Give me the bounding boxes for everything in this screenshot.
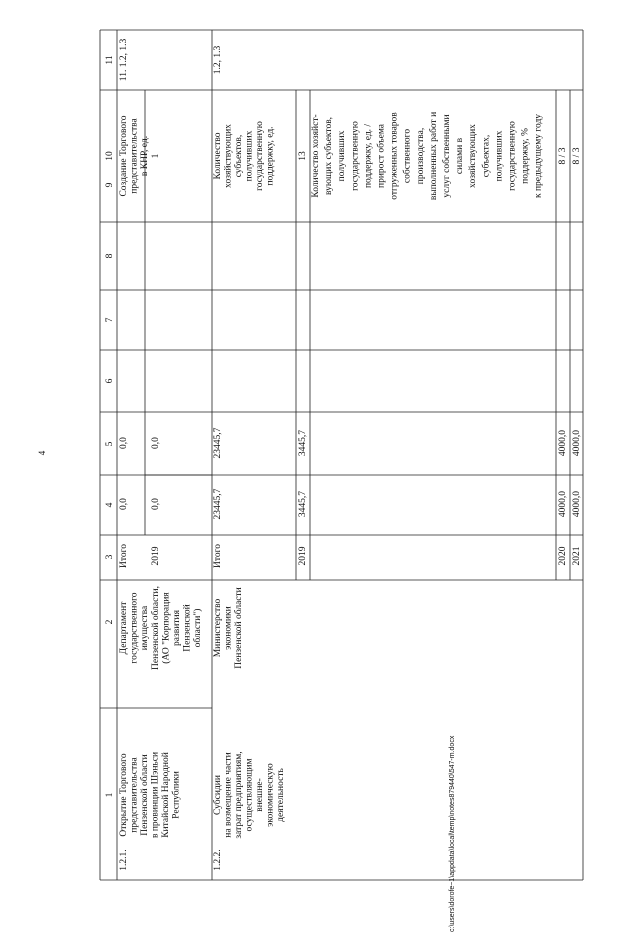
indicator-text: получивших bbox=[337, 130, 348, 182]
total-label: Итого bbox=[213, 543, 223, 569]
indicator-text: государственную bbox=[255, 121, 265, 191]
year-value: 4000,0 bbox=[558, 490, 568, 518]
indicator-text: производства, bbox=[415, 127, 426, 185]
year-value: 4000,0 bbox=[572, 490, 582, 518]
executor-name: (АО "Корпорация bbox=[161, 592, 172, 664]
total-value: 23445,7 bbox=[213, 488, 223, 520]
indicator-text: к предыдущему году bbox=[533, 113, 544, 199]
column-number-11: 11 bbox=[105, 55, 115, 65]
year-value: 0,0 bbox=[151, 498, 161, 510]
executor-name: имущества bbox=[140, 605, 150, 651]
indicator-text: Количество хозяйст- bbox=[311, 114, 321, 198]
year-value: 3445,7 bbox=[298, 429, 308, 457]
column-number-2: 2 bbox=[105, 619, 115, 625]
row-number: 1.2.2. bbox=[213, 849, 223, 871]
indicator-text: услуг собственными bbox=[442, 114, 452, 198]
executor-name: области") bbox=[193, 608, 203, 648]
row-name: представительства bbox=[129, 757, 140, 833]
column-number-8: 8 bbox=[105, 253, 115, 259]
row-number: 1.2.1. bbox=[119, 849, 129, 871]
total-value: 0,0 bbox=[119, 437, 129, 449]
indicator-text: поддержку, ед. / bbox=[363, 123, 374, 189]
column-number-3: 3 bbox=[105, 554, 115, 560]
total-label: Итого bbox=[119, 543, 129, 569]
indicator-text: Создание Торгового bbox=[119, 115, 129, 197]
row-name: Пензенской области bbox=[140, 754, 150, 836]
indicator-value: 1 bbox=[151, 153, 161, 159]
year-value: 4000,0 bbox=[572, 429, 582, 457]
indicator-text: получивших bbox=[244, 130, 255, 182]
year-label: 2021 bbox=[572, 546, 582, 566]
indicator-text: поддержку, % bbox=[520, 128, 531, 184]
row-name: на возмещение части bbox=[223, 752, 234, 838]
year-value: 0,0 bbox=[151, 437, 161, 449]
indicator-value: 8 / 3 bbox=[572, 147, 582, 165]
executor-name: государственного bbox=[129, 592, 140, 664]
indicator-text: собственного bbox=[402, 128, 413, 184]
link-text: 1.2, 1.3 bbox=[213, 45, 223, 75]
year-label: 2019 bbox=[298, 546, 308, 566]
year-label: 2020 bbox=[558, 546, 568, 566]
row-name: внешне- bbox=[255, 778, 265, 812]
page-number: 4 bbox=[37, 450, 47, 456]
indicator-text: прирост объема bbox=[376, 123, 387, 189]
executor-name: Департамент bbox=[119, 601, 129, 655]
row-name: Республики bbox=[171, 771, 182, 819]
column-number-4: 4 bbox=[105, 502, 115, 508]
row-name: затрат предприятиям, bbox=[234, 751, 244, 839]
indicator-value: 8 / 3 bbox=[558, 147, 568, 165]
row-name: Субсидии bbox=[213, 775, 223, 815]
indicator-text: получивших bbox=[494, 130, 505, 182]
total-value: 0,0 bbox=[119, 498, 129, 510]
year-label: 2019 bbox=[151, 546, 161, 566]
indicator-text: поддержку, ед. bbox=[265, 126, 276, 186]
indicator-text: государственную bbox=[350, 121, 361, 191]
executor-name: Пензенской bbox=[182, 604, 193, 652]
indicator-text: субъектов, bbox=[234, 134, 244, 178]
indicator-text: хозяйствующих bbox=[468, 124, 479, 188]
row-name: Открытие Торгового bbox=[119, 753, 129, 837]
link-text: 11. 1.2, 1.3 bbox=[119, 38, 129, 82]
executor-name: Пензенской области, bbox=[151, 586, 161, 670]
executor-name: Пензенской области bbox=[234, 587, 244, 669]
indicator-value: 13 bbox=[298, 151, 308, 161]
total-value: 23445,7 bbox=[213, 427, 223, 459]
executor-name: экономики bbox=[223, 606, 234, 650]
indicator-text: представительства bbox=[129, 118, 140, 194]
indicator-text: государственную bbox=[507, 121, 518, 191]
row-name: деятельность bbox=[276, 768, 286, 822]
year-value: 4000,0 bbox=[558, 429, 568, 457]
indicator-text: Количество bbox=[213, 132, 223, 180]
indicator-text: вующих субъектов, bbox=[324, 116, 335, 196]
column-number-7: 7 bbox=[105, 317, 115, 323]
row-name: экономическую bbox=[265, 763, 276, 827]
indicator-text: силами в bbox=[455, 137, 466, 175]
executor-name: развития bbox=[172, 610, 182, 646]
executor-name: Министерство bbox=[213, 598, 223, 658]
column-number-10: 10 bbox=[105, 151, 115, 161]
row-name: осуществляющим bbox=[244, 758, 255, 832]
row-name: в провинции Шэньси bbox=[150, 751, 161, 839]
column-number-9: 9 bbox=[105, 182, 115, 188]
row-name: Китайской Народной bbox=[161, 752, 171, 838]
file-path-footer: c:\users\dorofe~1\appdata\local\temp\notes879440\547-m.docx bbox=[449, 735, 456, 932]
indicator-text: в КНР, ед. bbox=[140, 135, 150, 177]
indicator-text: хозяйствующих bbox=[223, 124, 234, 188]
indicator-text: выполненных работ и bbox=[428, 111, 439, 201]
indicator-text: отгруженных товаров bbox=[389, 112, 400, 200]
year-value: 3445,7 bbox=[298, 490, 308, 518]
indicator-text: субъектах, bbox=[481, 134, 492, 178]
column-number-6: 6 bbox=[105, 378, 115, 384]
column-number-1: 1 bbox=[105, 792, 115, 798]
column-number-5: 5 bbox=[105, 441, 115, 447]
